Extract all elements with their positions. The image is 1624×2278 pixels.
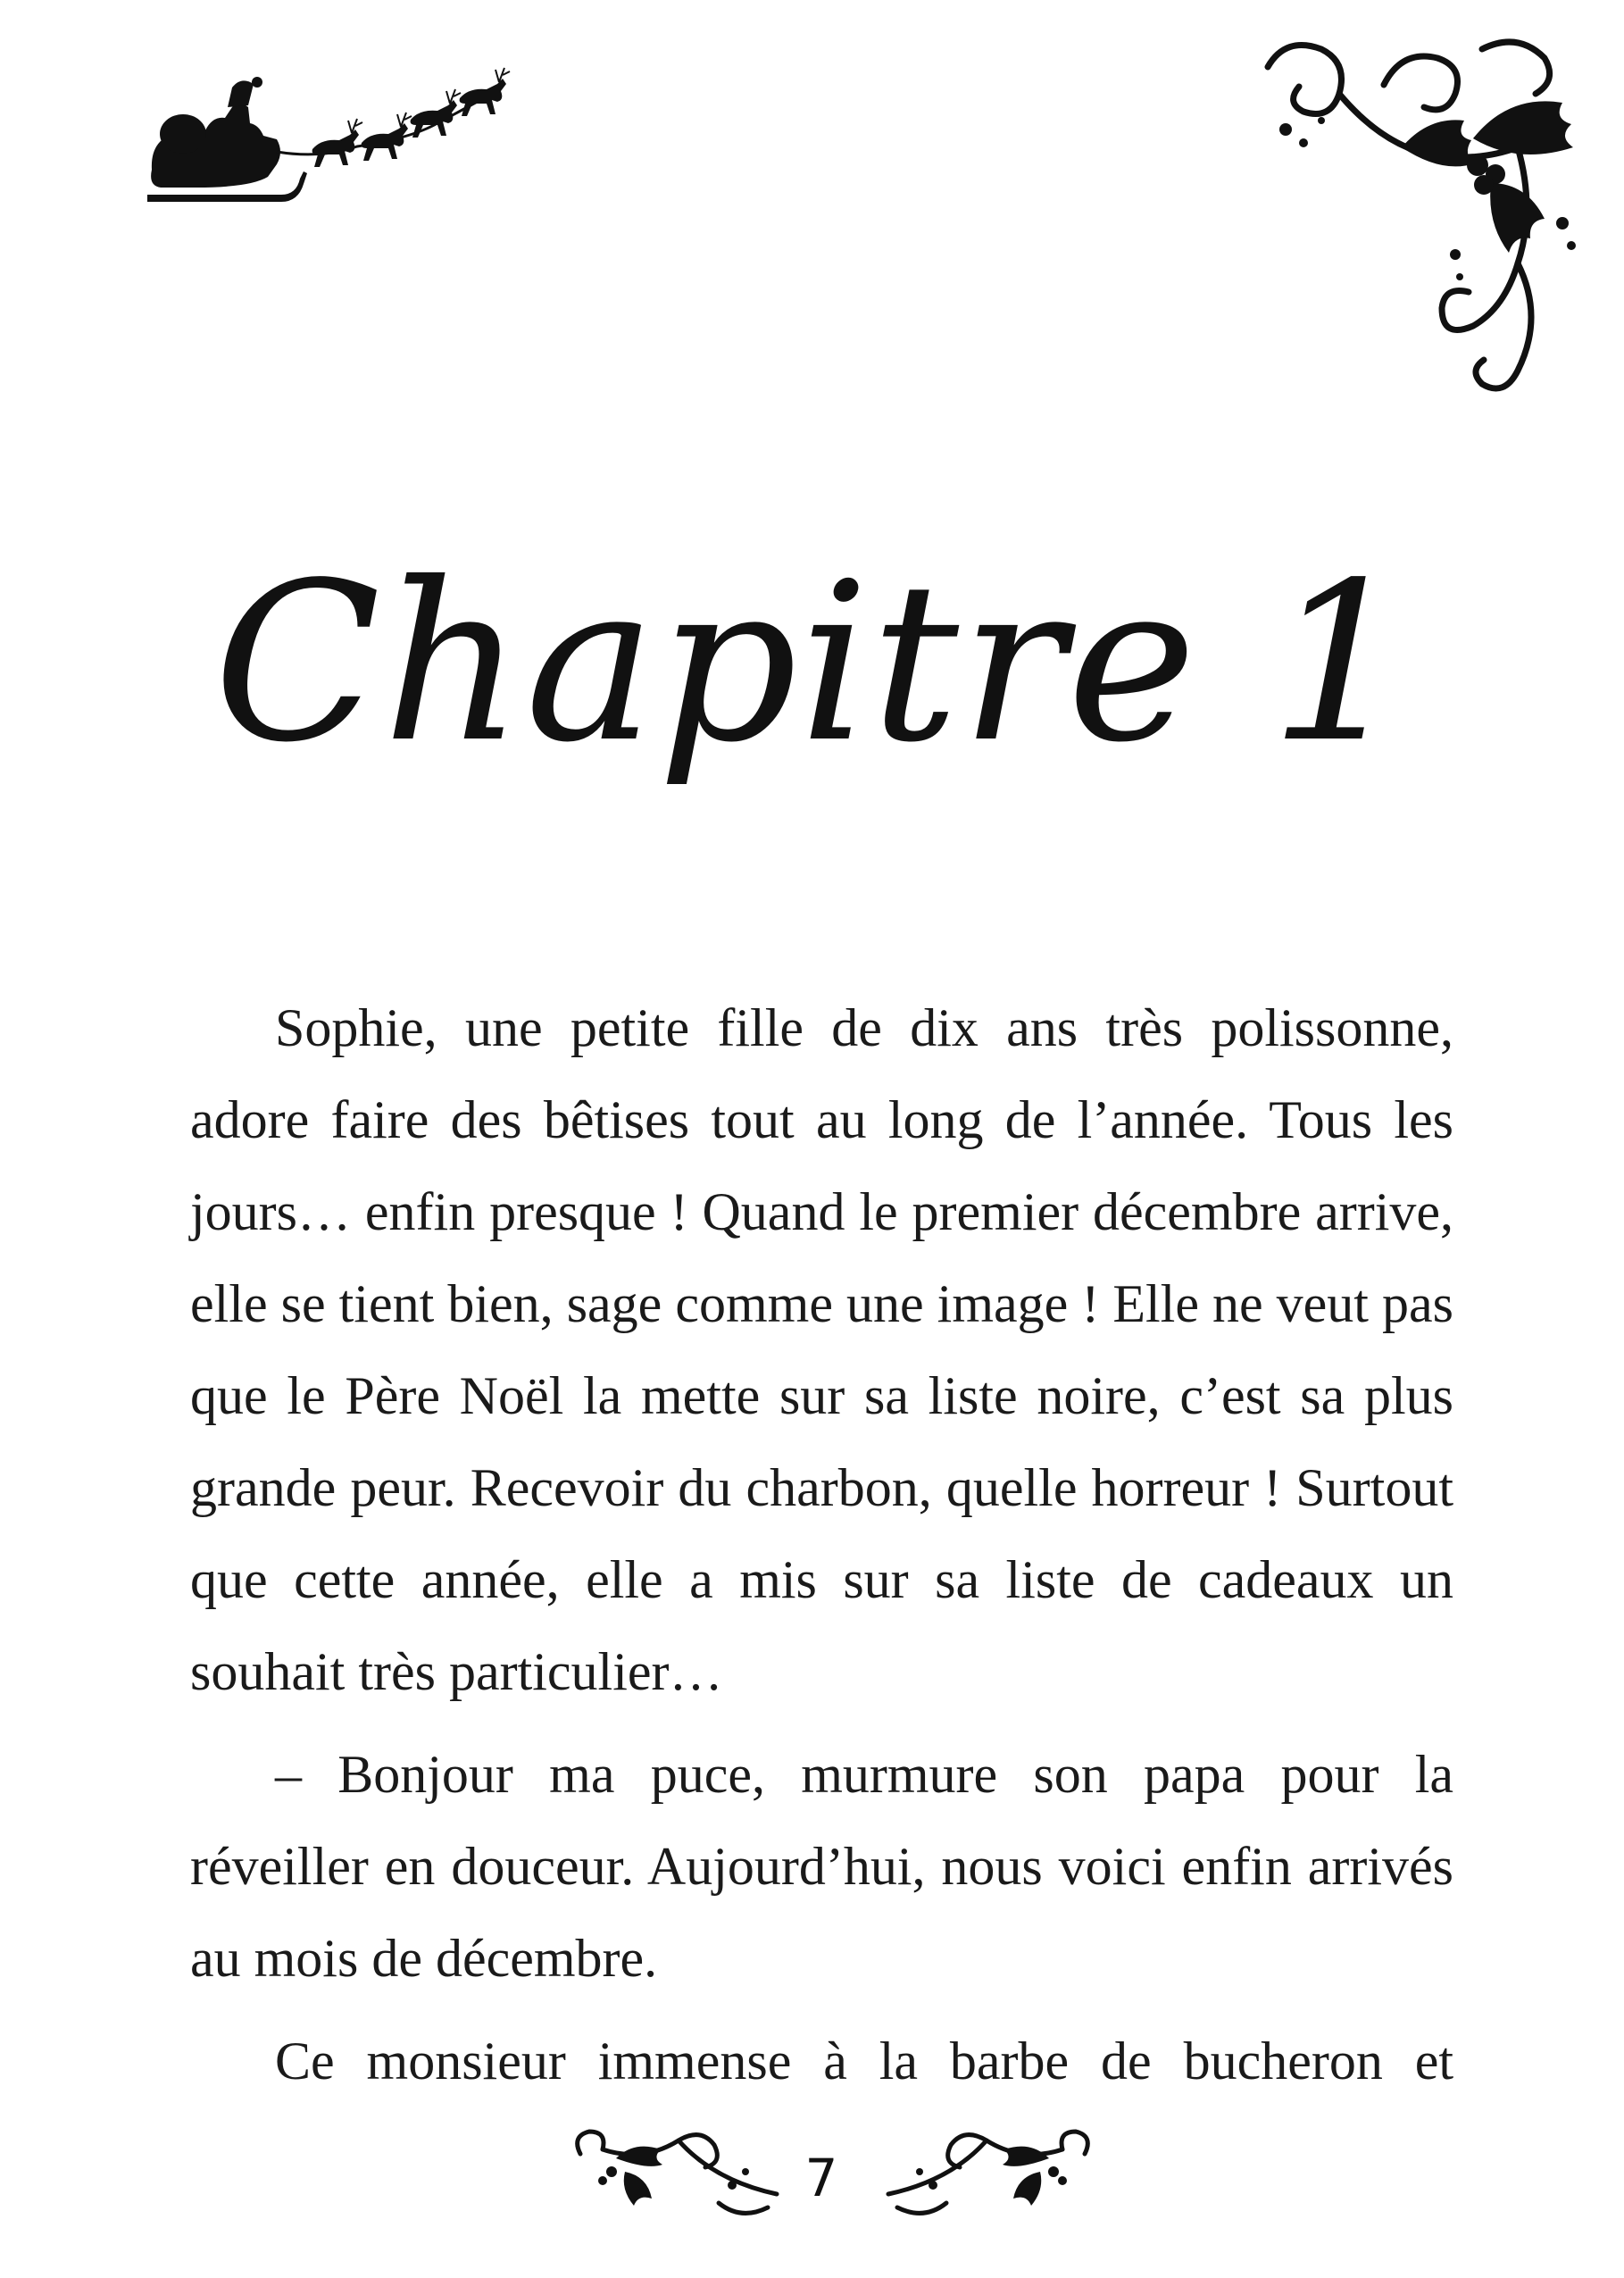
holly-corner-icon bbox=[1250, 31, 1607, 406]
holly-swirl-left-icon bbox=[562, 2100, 795, 2225]
santa-sleigh-icon bbox=[143, 54, 527, 214]
paragraph: Sophie, une petite fille de dix ans très polissonne, adore faire des bêtises tout au long de l’année. Tous les jours… enfin presque ! Quand le premier décembre arrive, elle se tient bien, sage comme une image ! Elle ne veut pas que le Père Noël la mette sur sa liste noire, c’est sa plus grande peur. Recevoir du charbon, quelle horreur ! Surtout que cette année, elle a mis sur sa liste de cadeaux un souhait très particulier… bbox=[190, 998, 1453, 1701]
holly-swirl-right-icon bbox=[870, 2100, 1103, 2225]
page-number: 7 bbox=[804, 2148, 838, 2208]
paragraph: Ce monsieur immense à la barbe de bucheron et bbox=[275, 2032, 1453, 2090]
body-text bbox=[190, 982, 1453, 2118]
chapter-title: Chapitre 1 bbox=[213, 536, 1411, 790]
paragraph: – Bonjour ma puce, murmure son papa pour la réveiller en douceur. Aujourd’hui, nous voici enfin arrivés au mois de décembre. bbox=[190, 1745, 1453, 1988]
